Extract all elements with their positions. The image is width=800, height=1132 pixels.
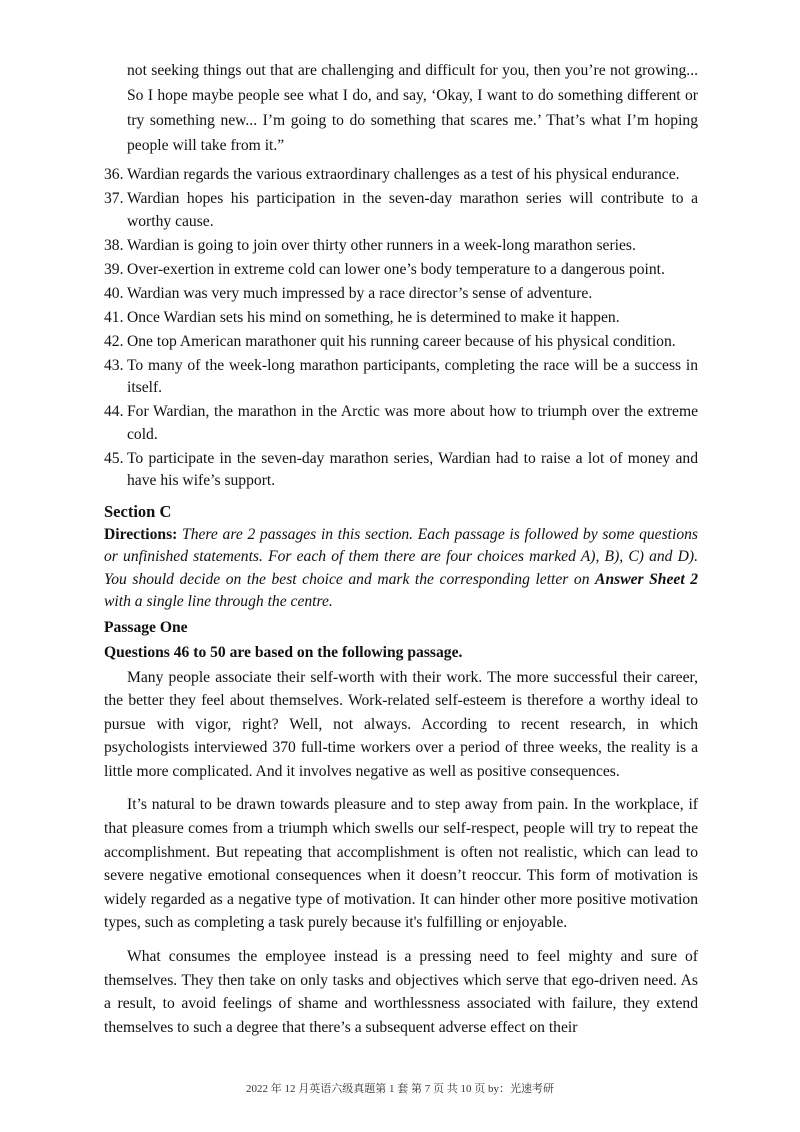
statement-text: Over-exertion in extreme cold can lower one’s body temperature to a dangerous point. bbox=[127, 260, 665, 278]
directions bbox=[104, 524, 698, 614]
statement-number: 38. bbox=[104, 236, 124, 254]
statement-text: To many of the week-long marathon participants, completing the race will be a success in itself. bbox=[127, 356, 698, 396]
directions-label: Directions: bbox=[104, 525, 178, 543]
statement-item bbox=[104, 235, 698, 258]
statement-item bbox=[104, 401, 698, 446]
statement-item bbox=[104, 283, 698, 306]
statement-text: One top American marathoner quit his running career because of his physical condition. bbox=[127, 332, 676, 350]
statement-item bbox=[104, 355, 698, 400]
directions-text: There are 2 passages in this section. Each passage is followed by some questions or unfinished statements. For each of them there are four choices marked A), B), C) and D). You should decide on the best choice and mark the corresponding letter on bbox=[104, 525, 698, 588]
statement-number: 39. bbox=[104, 260, 124, 278]
questions-intro: Questions 46 to 50 are based on the following passage. bbox=[104, 643, 463, 661]
statement-item bbox=[104, 331, 698, 354]
statement-item bbox=[104, 307, 698, 330]
passage-paragraph: Many people associate their self-worth with their work. The more successful their career, the better they feel about themselves. Work-related self-esteem is therefore a worthy ideal to pursue with vigor, right? Well, not always. According to recent research, in which psychologists interviewed 370 full-time workers over a period of three weeks, the reality is a little more complicated. And it involves negative as well as positive consequences. bbox=[104, 668, 698, 780]
statement-item bbox=[104, 448, 698, 493]
statement-number: 36. bbox=[104, 166, 124, 183]
statement-text: To participate in the seven-day marathon series, Wardian had to raise a lot of money and have his wife’s support. bbox=[127, 449, 698, 489]
passage-title: Passage One bbox=[104, 618, 188, 636]
directions-text-end: with a single line through the centre. bbox=[104, 593, 333, 610]
statement-text: For Wardian, the marathon in the Arctic was more about how to triumph over the extreme cold. bbox=[127, 403, 698, 443]
statement-text: Once Wardian sets his mind on something, he is determined to make it happen. bbox=[127, 308, 620, 326]
passage-paragraph: What consumes the employee instead is a pressing need to feel mighty and sure of themselves. They then take on only tasks and objectives which serve that ego-driven need. As a result, to avoid feelings of shame and worthlessness associated with failure, they extend themselves to such a degree that there’s a subsequent adverse effect on their bbox=[104, 948, 698, 1036]
statement-list bbox=[104, 164, 698, 493]
statement-text: Wardian regards the various extraordinary challenges as a test of his physical endurance. bbox=[127, 166, 680, 183]
statement-item bbox=[104, 259, 698, 282]
statement-text: Wardian hopes his participation in the seven-day marathon series will contribute to a worthy cause. bbox=[127, 190, 698, 230]
statement-number: 45. bbox=[104, 449, 124, 467]
quote-continuation: not seeking things out that are challenging and difficult for you, then you’re not growing... So I hope maybe people see what I do, and say, ‘Okay, I want to do something different or try something new... I’m going to do something that scares me.’ That’s what I’m hoping people will take from it.” bbox=[127, 62, 698, 154]
statement-number: 42. bbox=[104, 332, 124, 350]
statement-number: 37. bbox=[104, 190, 124, 207]
statement-number: 41. bbox=[104, 308, 124, 326]
section-c-title: Section C bbox=[104, 501, 172, 521]
statement-number: 44. bbox=[104, 403, 124, 420]
answer-sheet-ref: Answer Sheet 2 bbox=[595, 570, 698, 588]
statement-item bbox=[104, 164, 698, 187]
page-footer: 2022 年 12 月英语六级真题第 1 套 第 7 页 共 10 页 by：光速考研 bbox=[246, 1083, 554, 1095]
statement-item bbox=[104, 188, 698, 233]
statement-text: Wardian is going to join over thirty other runners in a week-long marathon series. bbox=[127, 236, 636, 254]
page-content bbox=[104, 58, 698, 1049]
passage-paragraph: It’s natural to be drawn towards pleasure and to step away from pain. In the workplace, if that pleasure comes from a triumph which swells our self-respect, people will try to repeat the accomplishment. But repeating that accomplishment is often not realistic, which can lead to severe negative emotional consequences when it doesn’t reoccur. This form of motivation is widely regarded as a negative type of motivation. It can hinder other more positive motivation types, such as completing a task purely because it's fulfilling or enjoyable. bbox=[104, 796, 698, 932]
statement-text: Wardian was very much impressed by a race director’s sense of adventure. bbox=[127, 284, 593, 302]
statement-number: 40. bbox=[104, 284, 124, 302]
statement-number: 43. bbox=[104, 356, 124, 374]
